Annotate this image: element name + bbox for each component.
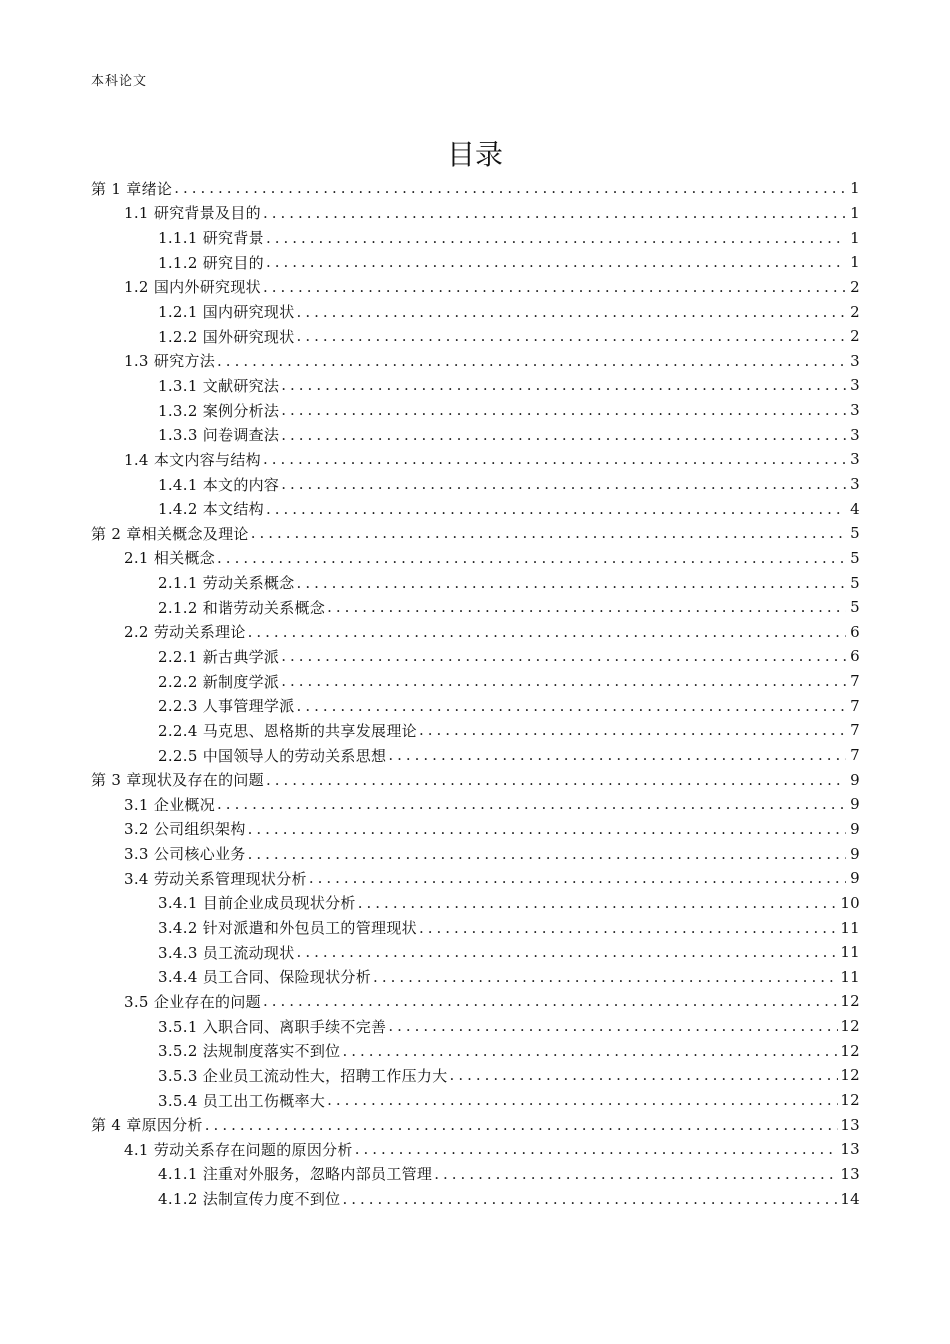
toc-entry[interactable] (91, 250, 860, 275)
dot-leader (281, 401, 846, 419)
toc-page-number: 3 (850, 401, 860, 420)
toc-entry-title: 第 1 章绪论 (91, 179, 173, 198)
toc-entry[interactable] (91, 693, 860, 718)
toc-entry[interactable] (91, 348, 860, 373)
toc-entry[interactable] (91, 1014, 860, 1039)
toc-entry-title: 2.2.4 马克思、恩格斯的共享发展理论 (158, 721, 417, 740)
toc-page-number: 6 (850, 647, 860, 666)
toc-page-number: 7 (850, 672, 860, 691)
dot-leader (266, 253, 846, 271)
table-of-contents (91, 176, 860, 1211)
dot-leader (419, 919, 838, 937)
toc-entry-title: 第 4 章原因分析 (91, 1116, 203, 1135)
toc-page-number: 9 (850, 844, 860, 863)
toc-page-number: 12 (840, 1017, 860, 1036)
toc-entry-title: 1.4.1 本文的内容 (158, 475, 280, 494)
dot-leader (355, 1140, 839, 1158)
toc-entry-title: 1.2.1 国内研究现状 (158, 303, 295, 322)
toc-entry[interactable] (91, 521, 860, 546)
running-header: 本科论文 (91, 74, 148, 89)
dot-leader (281, 475, 846, 493)
toc-entry[interactable] (91, 422, 860, 447)
dot-leader (297, 943, 839, 961)
toc-page-number: 1 (850, 179, 860, 198)
toc-entry-title: 3.4.3 员工流动现状 (158, 943, 295, 962)
toc-page-number: 13 (840, 1164, 860, 1183)
toc-page-number: 9 (850, 869, 860, 888)
toc-page-number: 12 (840, 992, 860, 1011)
toc-entry[interactable] (91, 792, 860, 817)
toc-entry-title: 1.1 研究背景及目的 (124, 204, 261, 223)
dot-leader (297, 574, 846, 592)
toc-entry-title: 3.4.4 员工合同、保险现状分析 (158, 968, 372, 987)
dot-leader (434, 1165, 838, 1183)
toc-entry[interactable] (91, 718, 860, 743)
toc-entry[interactable] (91, 669, 860, 694)
toc-page-number: 3 (850, 376, 860, 395)
dot-leader (266, 229, 846, 247)
dot-leader (217, 795, 846, 813)
dot-leader (309, 869, 846, 887)
toc-entry-title: 1.1.2 研究目的 (158, 253, 264, 272)
toc-page-number: 9 (850, 819, 860, 838)
dot-leader (281, 647, 846, 665)
dot-leader (263, 204, 846, 222)
toc-page-number: 1 (850, 228, 860, 247)
dot-leader (281, 376, 846, 394)
dot-leader (248, 820, 846, 838)
toc-page-number: 10 (840, 893, 860, 912)
toc-entry-title: 1.3 研究方法 (124, 352, 216, 371)
toc-entry-title: 1.2.2 国外研究现状 (158, 327, 295, 346)
dot-leader (450, 1066, 839, 1084)
toc-entry-title: 2.2 劳动关系理论 (124, 623, 246, 642)
toc-page-number: 9 (850, 795, 860, 814)
toc-entry[interactable] (91, 398, 860, 423)
toc-page-number: 1 (850, 203, 860, 222)
dot-leader (251, 524, 846, 542)
toc-entry[interactable] (91, 447, 860, 472)
dot-leader (263, 450, 846, 468)
toc-entry[interactable] (91, 1088, 860, 1113)
toc-page-number: 13 (840, 1115, 860, 1134)
toc-entry[interactable] (91, 1162, 860, 1187)
toc-entry[interactable] (91, 965, 860, 990)
toc-entry-title: 2.2.3 人事管理学派 (158, 697, 295, 716)
dot-leader (266, 500, 846, 518)
toc-entry[interactable] (91, 866, 860, 891)
toc-entry[interactable] (91, 176, 860, 201)
toc-page-number: 5 (850, 598, 860, 617)
toc-entry[interactable] (91, 496, 860, 521)
dot-leader (327, 598, 846, 616)
toc-entry-title: 1.2 国内外研究现状 (124, 278, 261, 297)
toc-entry-title: 4.1.2 法制宣传力度不到位 (158, 1190, 341, 1209)
toc-page-number: 2 (850, 302, 860, 321)
toc-entry[interactable] (91, 1112, 860, 1137)
toc-entry-title: 3.4.2 针对派遣和外包员工的管理现状 (158, 919, 417, 938)
toc-entry-title: 3.5.1 入职合同、离职手续不完善 (158, 1017, 387, 1036)
toc-entry-title: 3.4.1 目前企业成员现状分析 (158, 894, 356, 913)
toc-page-number: 11 (840, 967, 860, 986)
toc-entry[interactable] (91, 940, 860, 965)
toc-entry-title: 3.5.4 员工出工伤概率大 (158, 1091, 326, 1110)
toc-entry-title: 3.1 企业概况 (124, 795, 216, 814)
toc-page-number: 7 (850, 696, 860, 715)
toc-entry[interactable] (91, 1186, 860, 1211)
toc-entry[interactable] (91, 767, 860, 792)
toc-entry[interactable] (91, 1137, 860, 1162)
toc-entry[interactable] (91, 915, 860, 940)
toc-page-number: 5 (850, 573, 860, 592)
toc-page-number: 14 (840, 1189, 860, 1208)
dot-leader (217, 352, 846, 370)
dot-leader (297, 327, 846, 345)
toc-entry-title: 3.5.3 企业员工流动性大，招聘工作压力大 (158, 1066, 448, 1085)
toc-entry[interactable] (91, 324, 860, 349)
toc-page-number: 11 (840, 943, 860, 962)
dot-leader (281, 426, 846, 444)
toc-entry-title: 2.2.1 新古典学派 (158, 647, 280, 666)
toc-entry[interactable] (91, 570, 860, 595)
toc-page-number: 11 (840, 918, 860, 937)
toc-page-number: 5 (850, 524, 860, 543)
toc-entry-title: 2.2.5 中国领导人的劳动关系思想 (158, 746, 387, 765)
toc-page-number: 6 (850, 622, 860, 641)
toc-entry-title: 2.2.2 新制度学派 (158, 672, 280, 691)
toc-entry-title: 4.1.1 注重对外服务，忽略内部员工管理 (158, 1165, 433, 1184)
dot-leader (248, 845, 846, 863)
toc-page-number: 5 (850, 548, 860, 567)
toc-entry-title: 4.1 劳动关系存在问题的原因分析 (124, 1140, 353, 1159)
dot-leader (297, 697, 846, 715)
toc-page-number: 7 (850, 746, 860, 765)
toc-entry[interactable] (91, 841, 860, 866)
toc-page-number: 3 (850, 450, 860, 469)
toc-page-number: 7 (850, 721, 860, 740)
toc-entry-title: 1.3.3 问卷调查法 (158, 426, 280, 445)
toc-entry[interactable] (91, 989, 860, 1014)
dot-leader (205, 1116, 839, 1134)
toc-entry-title: 2.1 相关概念 (124, 549, 216, 568)
dot-leader (266, 771, 846, 789)
toc-page-number: 2 (850, 327, 860, 346)
dot-leader (358, 894, 839, 912)
toc-entry[interactable] (91, 201, 860, 226)
toc-entry[interactable] (91, 1038, 860, 1063)
toc-page-number: 12 (840, 1091, 860, 1110)
toc-entry-title: 3.4 劳动关系管理现状分析 (124, 869, 307, 888)
dot-leader (297, 303, 846, 321)
toc-entry-title: 第 3 章现状及存在的问题 (91, 771, 264, 790)
toc-entry[interactable] (91, 225, 860, 250)
toc-page-number: 13 (840, 1140, 860, 1159)
toc-entry-title: 3.3 公司核心业务 (124, 845, 246, 864)
toc-entry[interactable] (91, 891, 860, 916)
toc-page-number: 3 (850, 351, 860, 370)
toc-entry-title: 2.1.2 和谐劳动关系概念 (158, 598, 326, 617)
toc-entry-title: 1.3.1 文献研究法 (158, 376, 280, 395)
toc-entry[interactable] (91, 620, 860, 645)
toc-page-number: 9 (850, 770, 860, 789)
dot-leader (217, 549, 846, 567)
dot-leader (263, 992, 838, 1010)
toc-entry-title: 3.2 公司组织架构 (124, 820, 246, 839)
toc-entry[interactable] (91, 546, 860, 571)
toc-page-number: 2 (850, 277, 860, 296)
dot-leader (419, 721, 846, 739)
toc-page-number: 3 (850, 475, 860, 493)
toc-page-number: 12 (840, 1066, 860, 1085)
toc-page-number: 4 (850, 499, 860, 518)
toc-entry-title: 1.1.1 研究背景 (158, 229, 264, 248)
toc-entry-title: 1.4 本文内容与结构 (124, 450, 261, 469)
toc-page-number: 1 (850, 253, 860, 272)
dot-leader (388, 1017, 838, 1035)
toc-entry[interactable] (91, 373, 860, 398)
dot-leader (342, 1042, 838, 1060)
toc-entry[interactable] (91, 644, 860, 669)
toc-entry[interactable] (91, 1063, 860, 1088)
dot-leader (327, 1091, 838, 1109)
toc-entry-title: 3.5 企业存在的问题 (124, 992, 261, 1011)
toc-entry[interactable] (91, 299, 860, 324)
toc-entry[interactable] (91, 817, 860, 842)
dot-leader (174, 179, 846, 197)
dot-leader (248, 623, 846, 641)
dot-leader (388, 746, 846, 764)
dot-leader (281, 672, 846, 690)
dot-leader (342, 1190, 838, 1208)
toc-entry[interactable] (91, 595, 860, 620)
toc-entry-title: 2.1.1 劳动关系概念 (158, 574, 295, 593)
toc-page-number: 12 (840, 1041, 860, 1060)
toc-entry-title: 第 2 章相关概念及理论 (91, 524, 249, 543)
toc-entry-title: 1.4.2 本文结构 (158, 500, 264, 519)
toc-entry[interactable] (91, 472, 860, 497)
dot-leader (373, 968, 838, 986)
toc-entry[interactable] (91, 275, 860, 300)
toc-entry-title: 1.3.2 案例分析法 (158, 401, 280, 420)
toc-entry[interactable] (91, 743, 860, 768)
dot-leader (263, 278, 846, 296)
toc-title: 目录 (446, 138, 503, 171)
toc-entry-title: 3.5.2 法规制度落实不到位 (158, 1042, 341, 1061)
toc-page-number: 3 (850, 425, 860, 444)
